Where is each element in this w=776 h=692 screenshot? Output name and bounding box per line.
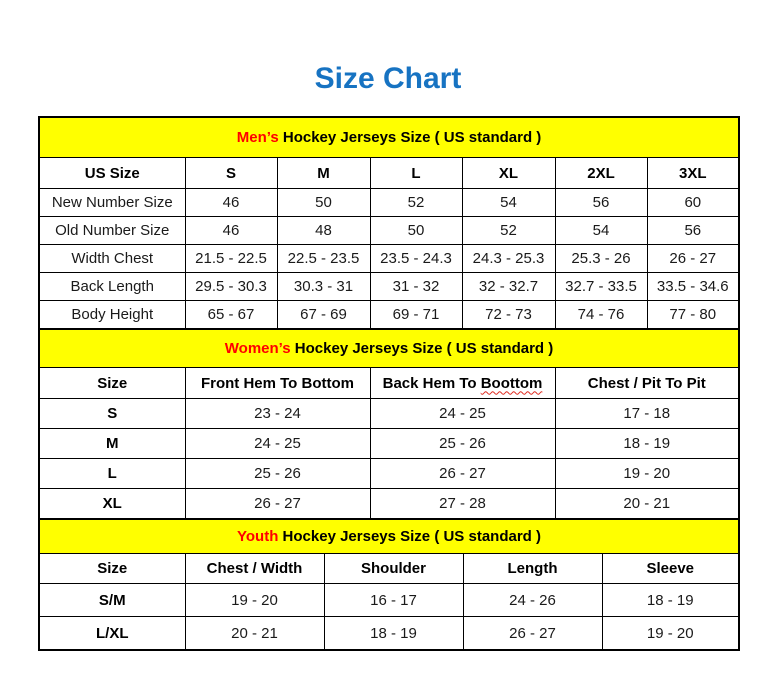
value-cell: 48 xyxy=(277,217,370,245)
value-cell: 18 - 19 xyxy=(602,584,739,617)
value-cell: 46 xyxy=(185,217,277,245)
mens-header-row xyxy=(39,158,739,189)
page-title: Size Chart xyxy=(314,62,462,95)
header-cell: XL xyxy=(462,158,555,189)
youth-title-text: Hockey Jerseys Size ( US standard ) xyxy=(278,528,541,545)
youth-table-title xyxy=(39,519,739,554)
value-cell: 26 - 27 xyxy=(185,489,370,520)
value-cell: 27 - 28 xyxy=(370,489,555,520)
value-cell: 17 - 18 xyxy=(555,399,739,429)
womens-size-table xyxy=(38,328,740,520)
row-label-cell: Width Chest xyxy=(39,245,185,273)
value-cell: 56 xyxy=(555,189,647,217)
row-label-cell: L xyxy=(39,459,185,489)
value-cell: 25.3 - 26 xyxy=(555,245,647,273)
value-cell: 23 - 24 xyxy=(185,399,370,429)
mens-table-title xyxy=(39,117,739,158)
value-cell: 19 - 20 xyxy=(185,584,324,617)
value-cell: 50 xyxy=(370,217,462,245)
row-label-cell: New Number Size xyxy=(39,189,185,217)
header-cell: Length xyxy=(463,554,602,584)
value-cell: 56 xyxy=(647,217,739,245)
value-cell: 24 - 25 xyxy=(185,429,370,459)
header-cell: Chest / Width xyxy=(185,554,324,584)
header-cell: Size xyxy=(39,554,185,584)
value-cell: 60 xyxy=(647,189,739,217)
header-cell: 3XL xyxy=(647,158,739,189)
womens-banner-row xyxy=(39,329,739,368)
value-cell: 24 - 26 xyxy=(463,584,602,617)
header-cell: Front Hem To Bottom xyxy=(185,368,370,399)
header-cell: Sleeve xyxy=(602,554,739,584)
misspelled-word: Boottom xyxy=(480,374,543,392)
row-label-cell: S xyxy=(39,399,185,429)
value-cell: 32.7 - 33.5 xyxy=(555,273,647,301)
header-cell: L xyxy=(370,158,462,189)
table-row xyxy=(39,189,739,217)
value-cell: 54 xyxy=(555,217,647,245)
header-cell: S xyxy=(185,158,277,189)
header-cell: M xyxy=(277,158,370,189)
youth-title-highlight: Youth xyxy=(237,528,279,545)
value-cell: 26 - 27 xyxy=(647,245,739,273)
value-cell: 33.5 - 34.6 xyxy=(647,273,739,301)
header-cell: US Size xyxy=(39,158,185,189)
value-cell: 23.5 - 24.3 xyxy=(370,245,462,273)
value-cell: 18 - 19 xyxy=(324,617,463,651)
value-cell: 32 - 32.7 xyxy=(462,273,555,301)
table-row xyxy=(39,301,739,330)
value-cell: 31 - 32 xyxy=(370,273,462,301)
table-row xyxy=(39,245,739,273)
table-row xyxy=(39,617,739,651)
row-label-cell: Body Height xyxy=(39,301,185,330)
value-cell: 46 xyxy=(185,189,277,217)
womens-table-title xyxy=(39,329,739,368)
header-cell: 2XL xyxy=(555,158,647,189)
mens-banner-row xyxy=(39,117,739,158)
header-cell xyxy=(370,368,555,399)
value-cell: 22.5 - 23.5 xyxy=(277,245,370,273)
womens-title-text: Hockey Jerseys Size ( US standard ) xyxy=(290,340,554,357)
womens-title-highlight: Women’s xyxy=(224,340,291,357)
value-cell: 65 - 67 xyxy=(185,301,277,330)
value-cell: 20 - 21 xyxy=(185,617,324,651)
value-cell: 52 xyxy=(462,217,555,245)
row-label-cell: Old Number Size xyxy=(39,217,185,245)
row-label-cell: S/M xyxy=(39,584,185,617)
table-row xyxy=(39,217,739,245)
mens-title-text: Hockey Jerseys Size ( US standard ) xyxy=(278,129,542,146)
table-row xyxy=(39,429,739,459)
value-cell: 26 - 27 xyxy=(370,459,555,489)
value-cell: 30.3 - 31 xyxy=(277,273,370,301)
youth-banner-row xyxy=(39,519,739,554)
row-label-cell: XL xyxy=(39,489,185,520)
value-cell: 24.3 - 25.3 xyxy=(462,245,555,273)
value-cell: 26 - 27 xyxy=(463,617,602,651)
row-label-cell: M xyxy=(39,429,185,459)
youth-header-row xyxy=(39,554,739,584)
value-cell: 20 - 21 xyxy=(555,489,739,520)
value-cell: 54 xyxy=(462,189,555,217)
value-cell: 21.5 - 22.5 xyxy=(185,245,277,273)
header-text: Back Hem To xyxy=(382,374,481,392)
value-cell: 69 - 71 xyxy=(370,301,462,330)
value-cell: 25 - 26 xyxy=(370,429,555,459)
header-cell: Chest / Pit To Pit xyxy=(555,368,739,399)
table-row xyxy=(39,273,739,301)
tables-container xyxy=(38,116,738,651)
mens-title-highlight: Men’s xyxy=(236,129,279,146)
row-label-cell: Back Length xyxy=(39,273,185,301)
row-label-cell: L/XL xyxy=(39,617,185,651)
mens-size-table xyxy=(38,116,740,330)
header-cell: Shoulder xyxy=(324,554,463,584)
table-row xyxy=(39,399,739,429)
value-cell: 25 - 26 xyxy=(185,459,370,489)
womens-header-row xyxy=(39,368,739,399)
table-row xyxy=(39,459,739,489)
value-cell: 16 - 17 xyxy=(324,584,463,617)
value-cell: 72 - 73 xyxy=(462,301,555,330)
value-cell: 29.5 - 30.3 xyxy=(185,273,277,301)
value-cell: 67 - 69 xyxy=(277,301,370,330)
value-cell: 18 - 19 xyxy=(555,429,739,459)
value-cell: 77 - 80 xyxy=(647,301,739,330)
table-row xyxy=(39,584,739,617)
youth-size-table xyxy=(38,518,740,651)
value-cell: 19 - 20 xyxy=(555,459,739,489)
value-cell: 50 xyxy=(277,189,370,217)
value-cell: 52 xyxy=(370,189,462,217)
table-row xyxy=(39,489,739,520)
value-cell: 19 - 20 xyxy=(602,617,739,651)
header-cell: Size xyxy=(39,368,185,399)
value-cell: 24 - 25 xyxy=(370,399,555,429)
value-cell: 74 - 76 xyxy=(555,301,647,330)
